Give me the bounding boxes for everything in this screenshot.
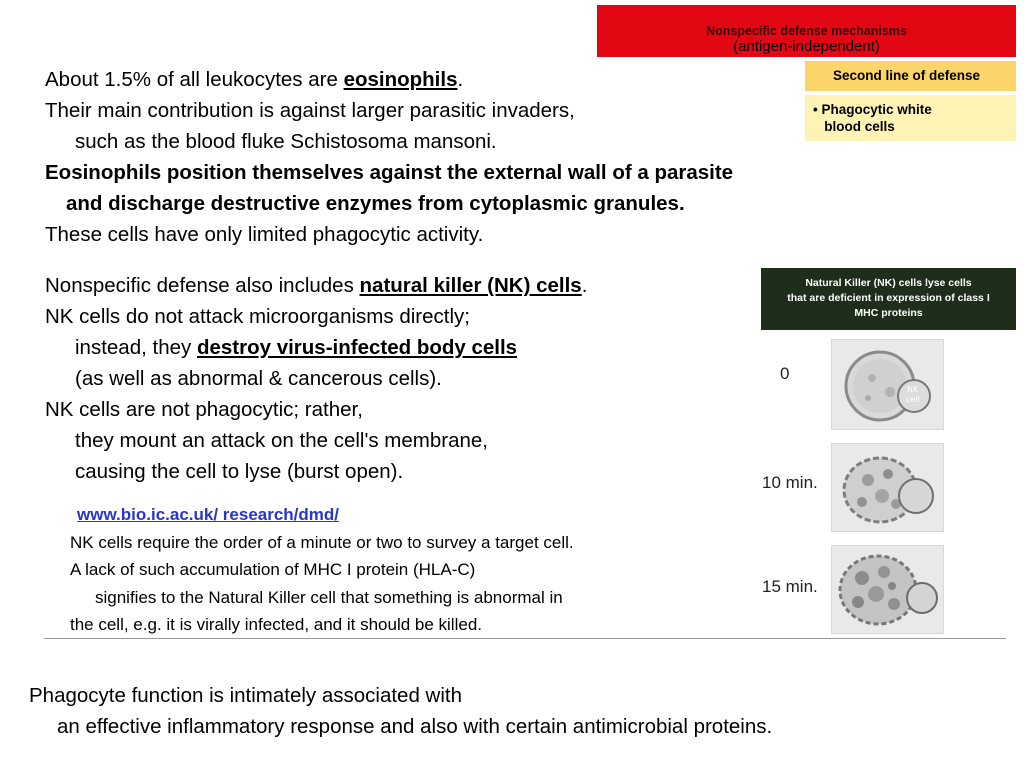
defense-subtitle: (antigen-independent) [733, 38, 880, 55]
footer-line-1: Phagocyte function is intimately associated with [29, 684, 463, 707]
eosinophil-line-6: These cells have only limited phagocytic activity. [45, 223, 484, 246]
phagocytic-box [805, 95, 1016, 141]
nk-line-1-end: . [581, 274, 588, 297]
nk-line-4: (as well as abnormal & cancerous cells). [75, 367, 442, 390]
eosinophil-line-1-text: About 1.5% of all leukocytes are [45, 68, 344, 91]
phagocytic-label: • Phagocytic white blood cells [813, 102, 932, 134]
nk-line-6: they mount an attack on the cell's membrane, [75, 429, 488, 452]
second-line-box [805, 61, 1016, 91]
nk-line-5: NK cells are not phagocytic; rather, [45, 398, 363, 421]
nk-cell-label-1: NK [907, 385, 919, 394]
cell-image-0 [831, 339, 944, 430]
cell-image-10 [831, 443, 944, 532]
note-line-3: signifies to the Natural Killer cell that something is abnormal in [95, 588, 563, 607]
reference-link-line [77, 505, 339, 525]
note-line-2: A lack of such accumulation of MHC I protein (HLA-C) [70, 560, 476, 579]
note-line-4: the cell, e.g. it is virally infected, and it should be killed. [70, 615, 482, 634]
nk-line-3 [75, 336, 517, 360]
eosinophil-line-2: Their main contribution is against larger parasitic invaders, [45, 99, 575, 122]
reference-link[interactable]: www.bio.ic.ac.uk/ research/dmd/ [77, 505, 340, 524]
nk-figure-header [761, 268, 1016, 330]
time-label-10: 10 min. [762, 473, 818, 492]
eosinophil-line-5: and discharge destructive enzymes from cytoplasmic granules. [66, 192, 685, 215]
nk-line-2: NK cells do not attack microorganisms directly; [45, 305, 470, 328]
second-line-label: Second line of defense [833, 68, 981, 83]
note-line-1: NK cells require the order of a minute or two to survey a target cell. [70, 533, 574, 552]
eosinophil-line-1-end: . [457, 68, 464, 91]
time-label-15: 15 min. [762, 577, 818, 596]
eosinophil-line-4: Eosinophils position themselves against the external wall of a parasite [45, 161, 734, 184]
nk-line-1 [45, 274, 587, 298]
defense-header [597, 5, 1016, 57]
footer-line-2: an effective inflammatory response and also with certain antimicrobial proteins. [57, 715, 773, 738]
nk-header-line-3: MHC proteins [854, 307, 923, 319]
eosinophils-term: eosinophils [343, 68, 458, 91]
time-label-0: 0 [780, 364, 790, 383]
nk-cell-label-2: cell [906, 395, 920, 404]
nk-header-line-2: that are deficient in expression of class I [787, 292, 990, 304]
destroy-term: destroy virus-infected body cells [196, 336, 518, 359]
eosinophil-line-3: such as the blood fluke Schistosoma mansoni. [75, 130, 497, 153]
nk-line-3-text: instead, they [75, 336, 197, 359]
divider [44, 638, 1006, 639]
eosinophil-line-1 [45, 68, 463, 92]
defense-title: Nonspecific defense mechanisms [706, 24, 907, 38]
nk-header-line-1: Natural Killer (NK) cells lyse cells [805, 277, 972, 289]
cell-image-15 [831, 545, 944, 634]
nk-cells-term: natural killer (NK) cells [359, 274, 582, 297]
nk-line-1-text: Nonspecific defense also includes [45, 274, 360, 297]
nk-line-7: causing the cell to lyse (burst open). [75, 460, 404, 483]
